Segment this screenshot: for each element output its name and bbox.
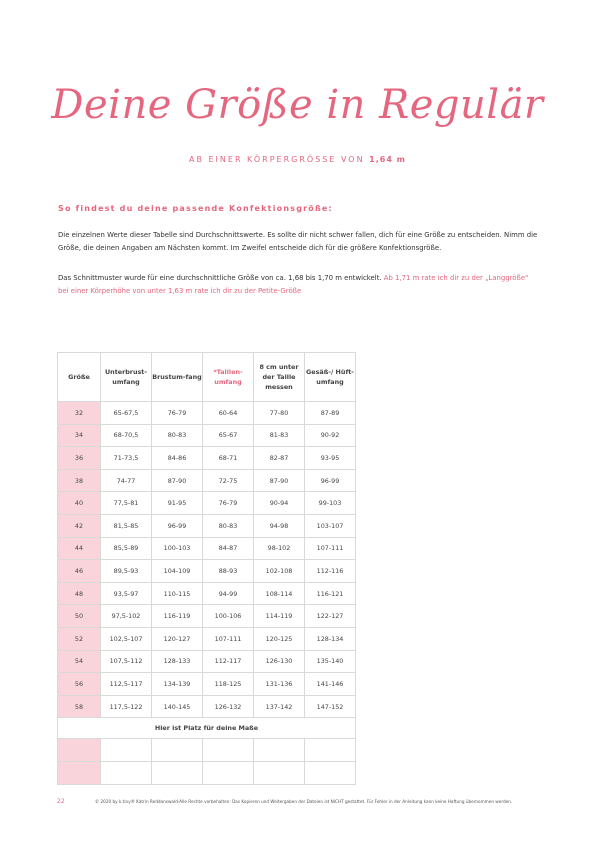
- measurement-cell: 90-92: [305, 424, 356, 447]
- table-row: [58, 537, 356, 560]
- height-recommendation-text: Ab 1,71 m rate ich dir zu der „Langgröße“ bei einer Körperhöhe von unter 1,63 m rate ich dir zu der Petite-Größe: [58, 274, 529, 295]
- measurement-cell: 74-77: [101, 469, 152, 492]
- measurement-cell: 76-79: [203, 492, 254, 515]
- measurement-cell: 147-152: [305, 695, 356, 718]
- measurement-cell: 85,5-89: [101, 537, 152, 560]
- table-row: [58, 673, 356, 696]
- measurement-cell: 120-125: [254, 627, 305, 650]
- measurement-cell: 134-139: [152, 673, 203, 696]
- size-cell: 50: [58, 605, 101, 628]
- measurement-cell: 96-99: [152, 514, 203, 537]
- measurement-cell: 72-75: [203, 469, 254, 492]
- table-row: [58, 514, 356, 537]
- measurements-note: Hier ist Platz für deine Maße: [58, 718, 356, 739]
- table-header-row: [58, 353, 356, 402]
- measurement-cell: 87-90: [254, 469, 305, 492]
- size-cell: 40: [58, 492, 101, 515]
- measurement-cell: 91-95: [152, 492, 203, 515]
- measurement-cell: 108-114: [254, 582, 305, 605]
- table-row: [58, 627, 356, 650]
- measurement-cell: 80-83: [152, 424, 203, 447]
- measurement-cell: 126-130: [254, 650, 305, 673]
- blank-row: [58, 739, 356, 762]
- blank-cell: [305, 761, 356, 784]
- measurement-cell: 65-67,5: [101, 402, 152, 425]
- subtitle-prefix: AB EINER KÖRPERGRÖSSE VON: [189, 155, 365, 164]
- size-table: [57, 352, 356, 785]
- measurement-cell: 116-119: [152, 605, 203, 628]
- measurement-cell: 103-107: [305, 514, 356, 537]
- measurement-cell: 112,5-117: [101, 673, 152, 696]
- table-row: [58, 695, 356, 718]
- size-cell: 36: [58, 447, 101, 470]
- measurement-cell: 135-140: [305, 650, 356, 673]
- blank-cell: [152, 739, 203, 762]
- measurement-cell: 117,5-122: [101, 695, 152, 718]
- measurement-cell: 88-93: [203, 560, 254, 583]
- blank-row: [58, 761, 356, 784]
- size-cell: 56: [58, 673, 101, 696]
- col-header-bust: Brustum-fang: [152, 353, 203, 402]
- measurement-cell: 87-90: [152, 469, 203, 492]
- size-cell: 58: [58, 695, 101, 718]
- measurement-cell: 87-89: [305, 402, 356, 425]
- section-heading: So findest du deine passende Konfektionsgröße:: [58, 204, 333, 213]
- measurement-cell: 107-111: [305, 537, 356, 560]
- measurement-cell: 107,5-112: [101, 650, 152, 673]
- blank-cell: [305, 739, 356, 762]
- measurement-cell: 94-99: [203, 582, 254, 605]
- col-header-hip: Gesäß-/ Hüft-umfang: [305, 353, 356, 402]
- size-cell: 38: [58, 469, 101, 492]
- blank-cell: [101, 739, 152, 762]
- blank-cell: [101, 761, 152, 784]
- table-row: [58, 650, 356, 673]
- measurement-cell: 126-132: [203, 695, 254, 718]
- measurement-cell: 112-117: [203, 650, 254, 673]
- measurement-cell: 90-94: [254, 492, 305, 515]
- measurement-cell: 128-134: [305, 627, 356, 650]
- table-row: [58, 492, 356, 515]
- measurement-cell: 100-103: [152, 537, 203, 560]
- size-cell: 54: [58, 650, 101, 673]
- measurement-cell: 104-109: [152, 560, 203, 583]
- measurement-cell: 122-127: [305, 605, 356, 628]
- measurement-cell: 118-125: [203, 673, 254, 696]
- measurement-cell: 120-127: [152, 627, 203, 650]
- page-title: Deine Größe in Regulär: [51, 82, 544, 128]
- measurement-cell: 60-64: [203, 402, 254, 425]
- size-cell: 44: [58, 537, 101, 560]
- table-row: [58, 469, 356, 492]
- measurement-cell: 93-95: [305, 447, 356, 470]
- measurement-cell: 68-70,5: [101, 424, 152, 447]
- blank-cell: [254, 739, 305, 762]
- measurement-cell: 107-111: [203, 627, 254, 650]
- measurement-cell: 80-83: [203, 514, 254, 537]
- table-row: [58, 582, 356, 605]
- size-cell: 48: [58, 582, 101, 605]
- measurement-cell: 77,5-81: [101, 492, 152, 515]
- pattern-info-paragraph: [58, 272, 540, 298]
- table-row: [58, 560, 356, 583]
- size-cell: 34: [58, 424, 101, 447]
- col-header-waist: *Taillen-umfang: [203, 353, 254, 402]
- col-header-size: Größe: [58, 353, 101, 402]
- table-row: [58, 402, 356, 425]
- blank-cell: [58, 739, 101, 762]
- blank-cell: [203, 739, 254, 762]
- measurement-cell: 77-80: [254, 402, 305, 425]
- size-cell: 42: [58, 514, 101, 537]
- measurement-cell: 110-115: [152, 582, 203, 605]
- table-row: [58, 424, 356, 447]
- size-cell: 52: [58, 627, 101, 650]
- intro-paragraph: Die einzelnen Werte dieser Tabelle sind Durchschnittswerte. Es sollte dir nicht schwer fallen, dich für eine Größe zu entscheiden. Nimm die Größe, die deinen Angaben am Nächsten kommt. Im Zweifel entscheide dich für die größere Konfektionsgröße.: [58, 231, 538, 252]
- table-row: [58, 447, 356, 470]
- measurement-cell: 97,5-102: [101, 605, 152, 628]
- measurement-cell: 141-146: [305, 673, 356, 696]
- measurement-cell: 100-106: [203, 605, 254, 628]
- page-number: 22: [57, 798, 65, 805]
- measurement-cell: 96-99: [305, 469, 356, 492]
- measurement-cell: 81,5-85: [101, 514, 152, 537]
- measurement-cell: 112-116: [305, 560, 356, 583]
- copyright-notice: © 2020 by k.tiny® Katrin Reddanswald-Alle Rechte vorbehalten: Das Kopieren und Weitergaben der Dateien ist NICHT gestattet. Für Fehler in der Anleitung kann keine Haftung übernommen werden.: [95, 799, 513, 804]
- measurement-cell: 137-142: [254, 695, 305, 718]
- measurement-cell: 114-119: [254, 605, 305, 628]
- measurement-cell: 140-145: [152, 695, 203, 718]
- measurement-cell: 98-102: [254, 537, 305, 560]
- blank-cell: [254, 761, 305, 784]
- subtitle-value: 1,64 m: [369, 155, 406, 164]
- measurement-cell: 84-87: [203, 537, 254, 560]
- measurement-cell: 93,5-97: [101, 582, 152, 605]
- measurement-cell: 76-79: [152, 402, 203, 425]
- measurement-cell: 89,5-93: [101, 560, 152, 583]
- blank-cell: [58, 761, 101, 784]
- measurement-cell: 68-71: [203, 447, 254, 470]
- measurement-cell: 131-136: [254, 673, 305, 696]
- measurement-cell: 81-83: [254, 424, 305, 447]
- note-row: [58, 718, 356, 739]
- blank-cell: [203, 761, 254, 784]
- col-header-underbust: Unterbrust-umfang: [101, 353, 152, 402]
- size-cell: 32: [58, 402, 101, 425]
- blank-cell: [152, 761, 203, 784]
- measurement-cell: 84-86: [152, 447, 203, 470]
- col-header-below-waist: 8 cm unter der Taille messen: [254, 353, 305, 402]
- size-cell: 46: [58, 560, 101, 583]
- measurement-cell: 65-67: [203, 424, 254, 447]
- measurement-cell: 102-108: [254, 560, 305, 583]
- measurement-cell: 116-121: [305, 582, 356, 605]
- measurement-cell: 94-98: [254, 514, 305, 537]
- measurement-cell: 71-73,5: [101, 447, 152, 470]
- measurement-cell: 82-87: [254, 447, 305, 470]
- measurement-cell: 128-133: [152, 650, 203, 673]
- pattern-info-text: Das Schnittmuster wurde für eine durchschnittliche Größe von ca. 1,68 bis 1,70 m entwickelt.: [58, 274, 382, 282]
- measurement-cell: 102,5-107: [101, 627, 152, 650]
- table-row: [58, 605, 356, 628]
- measurement-cell: 99-103: [305, 492, 356, 515]
- subtitle: [0, 155, 595, 164]
